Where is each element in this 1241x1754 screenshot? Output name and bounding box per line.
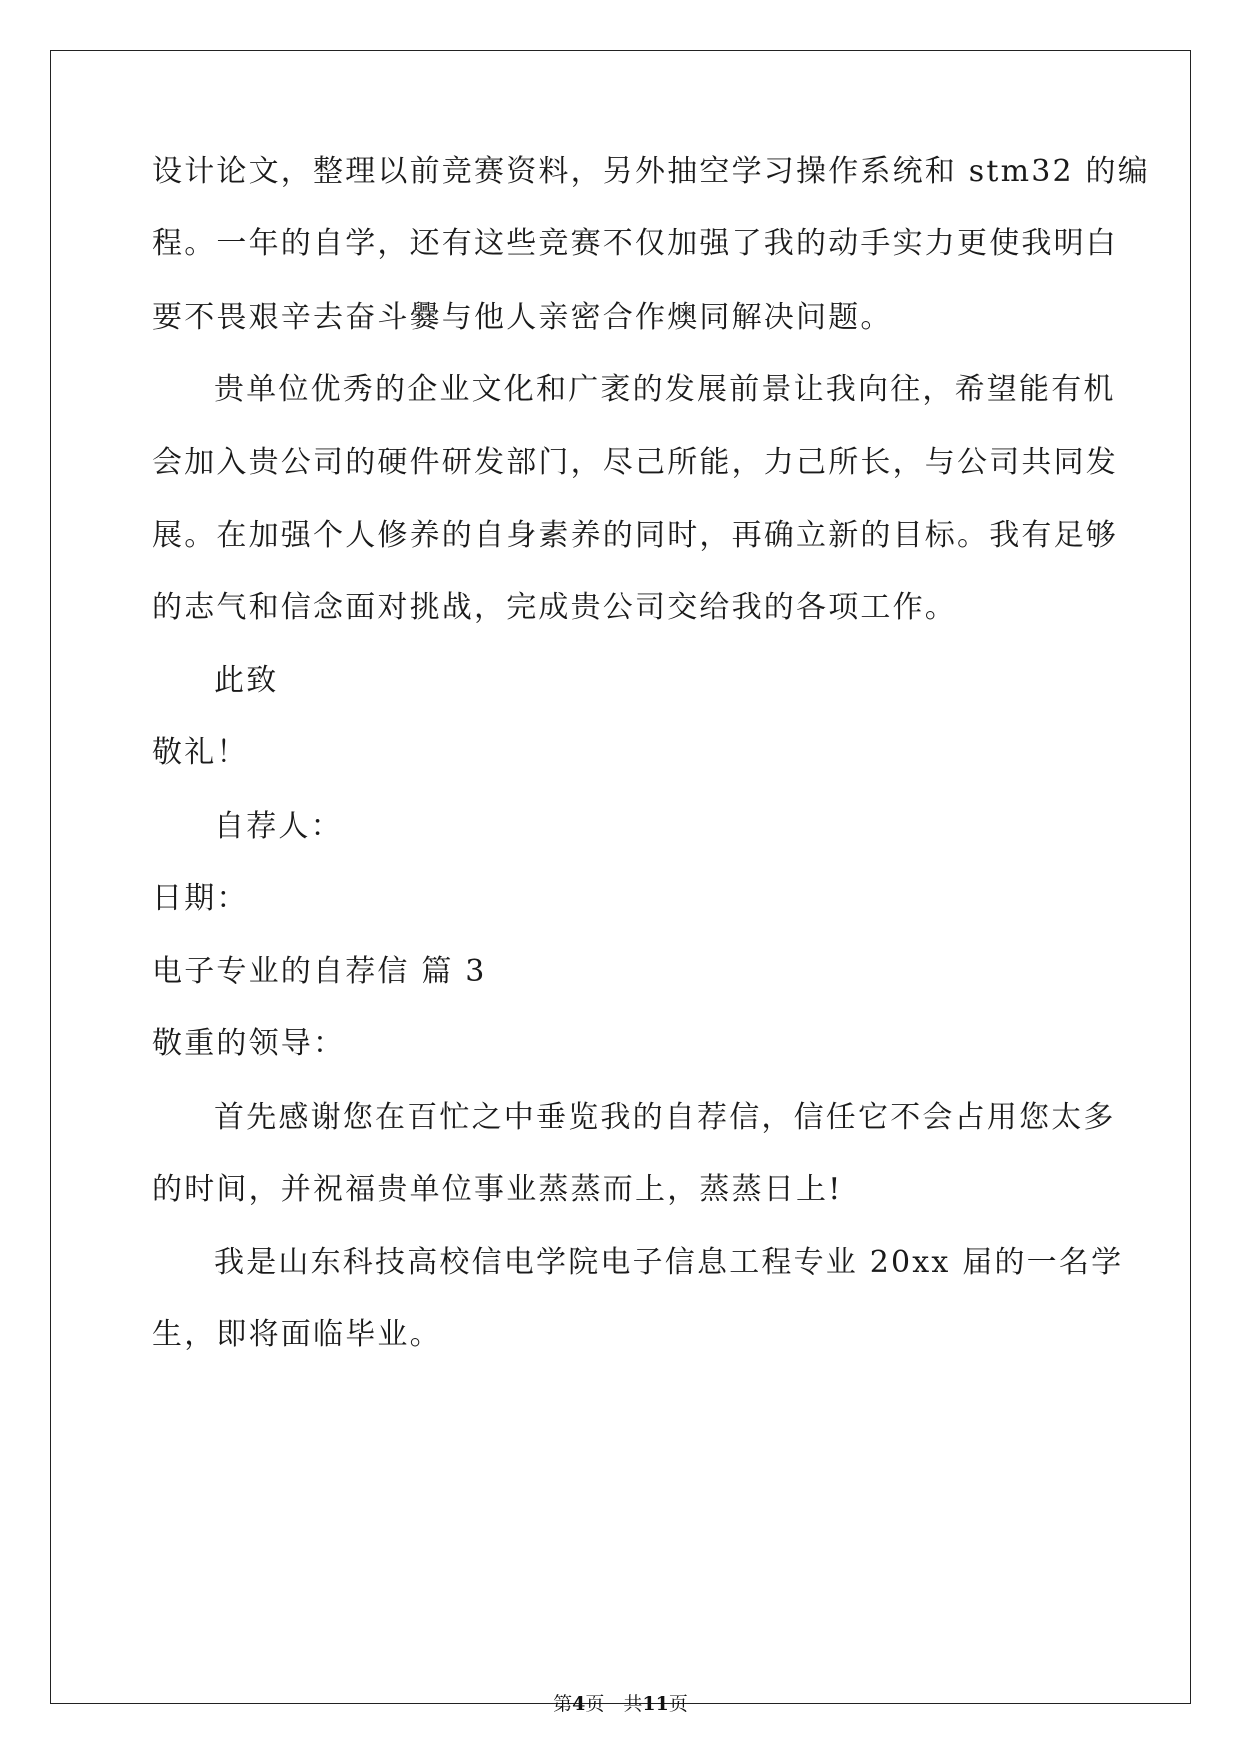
signer-label: 自荐人： [214,809,343,844]
paragraph-line: 首先感谢您在百忙之中垂览我的自荐信，信任它不会占用您太多 [214,1100,1116,1135]
footer-mid: 页 共 [585,1693,643,1715]
footer-prefix: 第 [553,1693,573,1715]
page-footer [0,1692,1241,1716]
paragraph-line: 要不畏艰辛去奋斗爨与他人亲密合作燠同解决问题。 [152,300,893,335]
paragraph-line: 程。一年的自学，还有这些竞赛不仅加强了我的动手实力更使我明白 [152,226,1118,261]
paragraph-line: 设计论文，整理以前竞赛资料，另外抽空学习操作系统和 stm32 的编 [152,154,1150,189]
paragraph-line: 生，即将面临毕业。 [152,1317,442,1352]
paragraph-line: 的时间，并祝福贵单位事业蒸蒸而上，蒸蒸日上! [152,1172,843,1207]
footer-suffix: 页 [668,1693,688,1715]
date-label: 日期： [152,881,249,916]
closing-salute: 敬礼！ [152,735,249,770]
paragraph-line: 的志气和信念面对挑战，完成贵公司交给我的各项工作。 [152,590,957,625]
footer-page-number: 4 [572,1693,586,1715]
footer-total-pages: 11 [642,1693,669,1715]
closing-line: 此致 [214,663,279,698]
section-title: 电子专业的自荐信 篇 3 [152,954,487,989]
paragraph-line: 我是山东科技高校信电学院电子信息工程专业 20xx 届的一名学 [214,1245,1124,1280]
paragraph-line: 会加入贵公司的硬件研发部门，尽己所能，力己所长，与公司共同发 [152,445,1118,480]
paragraph-line: 展。在加强个人修养的自身素养的同时，再确立新的目标。我有足够 [152,518,1118,553]
paragraph-line: 贵单位优秀的企业文化和广袤的发展前景让我向往，希望能有机 [214,372,1116,407]
salutation: 敬重的领导： [152,1026,346,1061]
